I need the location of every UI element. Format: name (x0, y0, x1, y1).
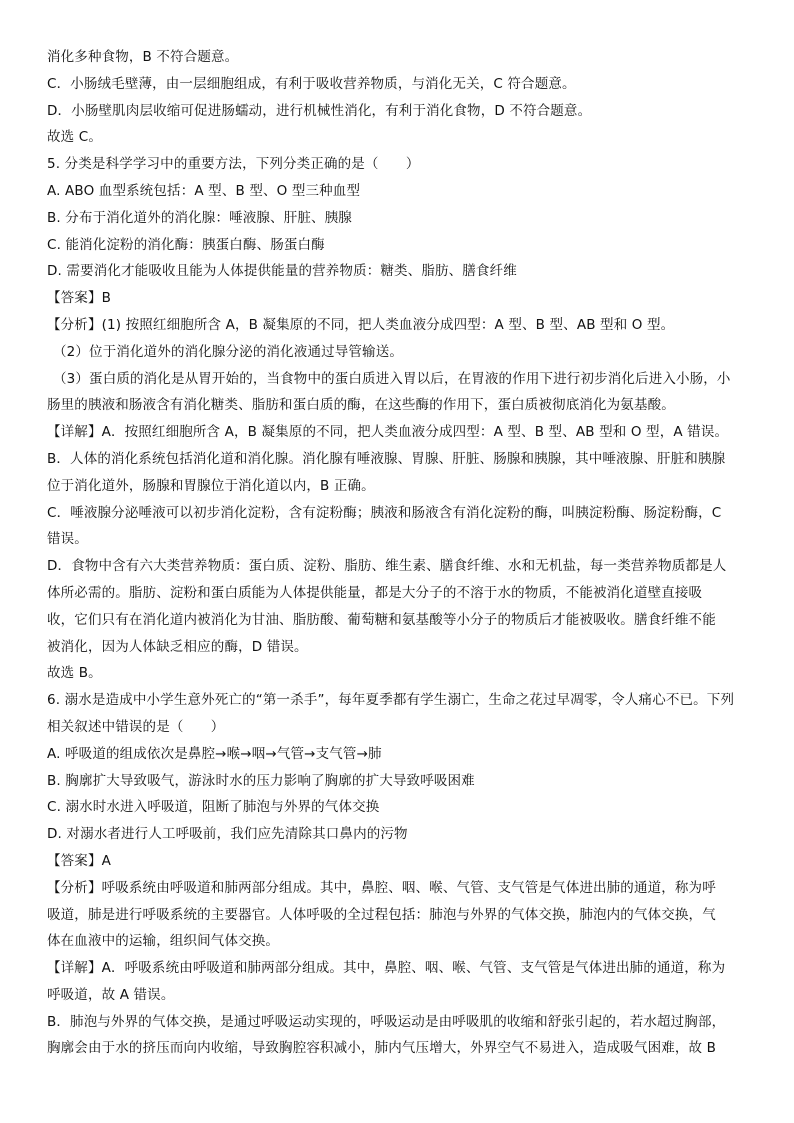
text-line: 消化多种食物，B 不符合题意。 (47, 49, 239, 65)
question-5-explanation: 被消化，因为人体缺乏相应的酶，D 错误。 (47, 638, 308, 655)
question-6-option-b: B. 胸廓扩大导致吸气，游泳时水的压力影响了胸廓的扩大导致呼吸困难 (47, 772, 475, 789)
question-6-explanation: 【详解】A．呼吸系统由呼吸道和肺两部分组成。其中，鼻腔、咽、喉、气管、支气管是气体进出肺的通道，称为 (47, 960, 726, 977)
question-6-explanation: 胸廓会由于水的挤压而向内收缩，导致胸腔容积减小，肺内气压增大，外界空气不易进入，造成吸气困难，故 B (47, 1040, 717, 1057)
question-5-option-a: A. ABO 血型系统包括：A 型、B 型、O 型三种血型 (47, 182, 361, 199)
question-6-option-a: A. 呼吸道的组成依次是鼻腔→喉→咽→气管→支气管→肺 (47, 745, 382, 762)
conclusion-line: 故选 B。 (47, 665, 102, 682)
question-5-option-d: D. 需要消化才能吸收且能为人体提供能量的营养物质：糖类、脂肪、膳食纤维 (47, 263, 517, 280)
question-6-option-d: D. 对溺水者进行人工呼吸前，我们应先清除其口鼻内的污物 (47, 826, 408, 843)
question-5-explanation: 体所必需的。脂肪、淀粉和蛋白质能为人体提供能量，都是大分子的不溶于水的物质，不能被消化道壁直接吸 (47, 584, 703, 601)
question-5-stem: 5. 分类是科学学习中的重要方法，下列分类正确的是（ ） (47, 156, 420, 173)
question-5-explanation: D．食物中含有六大类营养物质：蛋白质、淀粉、脂肪、维生素、膳食纤维、水和无机盐，每一类营养物质都是人 (47, 558, 727, 575)
question-6-option-c: C. 溺水时水进入呼吸道，阻断了肺泡与外界的气体交换 (47, 799, 380, 816)
question-6-answer: 【答案】A (47, 852, 111, 869)
question-6-stem: 相关叙述中错误的是（ ） (47, 718, 225, 735)
conclusion-line: 故选 C。 (47, 129, 102, 146)
option-line: D．小肠壁肌肉层收缩可促进肠蠕动，进行机械性消化，有利于消化食物，D 不符合题意。 (47, 102, 592, 119)
question-5-option-b: B. 分布于消化道外的消化腺：唾液腺、肝脏、胰腺 (47, 209, 352, 226)
question-5-explanation: 【详解】A．按照红细胞所含 A，B 凝集原的不同，把人类血液分成四型：A 型、B 型、AB 型和 O 型，A 错误。 (47, 424, 729, 441)
question-5-option-c: C. 能消化淀粉的消化酶：胰蛋白酶、肠蛋白酶 (47, 236, 325, 253)
question-6-analysis: 体在血液中的运输，组织间气体交换。 (47, 933, 280, 950)
question-5-analysis: 【分析】(1) 按照红细胞所含 A，B 凝集原的不同，把人类血液分成四型：A 型、B 型、AB 型和 O 型。 (47, 316, 675, 333)
question-5-analysis: 肠里的胰液和肠液含有消化糖类、脂肪和蛋白质的酶，在这些酶的作用下，蛋白质被彻底消化为氨基酸。 (47, 397, 675, 414)
question-5-explanation: C．唾液腺分泌唾液可以初步消化淀粉，含有淀粉酶；胰液和肠液含有消化淀粉的酶，叫胰淀粉酶、肠淀粉酶，C (47, 504, 722, 521)
document-page (47, 44, 747, 1062)
question-5-explanation: 错误。 (47, 531, 88, 548)
question-6-explanation: 呼吸道，故 A 错误。 (47, 986, 175, 1003)
question-5-analysis: （2）位于消化道外的消化腺分泌的消化液通过导管输送。 (53, 343, 403, 360)
question-6-analysis: 吸道，肺是进行呼吸系统的主要器官。人体呼吸的全过程包括：肺泡与外界的气体交换，肺泡内的气体交换，气 (47, 906, 716, 923)
question-5-answer: 【答案】B (47, 290, 112, 307)
question-5-analysis: （3）蛋白质的消化是从胃开始的，当食物中的蛋白质进入胃以后，在胃液的作用下进行初步消化后进入小肠，小 (53, 370, 731, 387)
question-5-explanation: 收，它们只有在消化道内被消化为甘油、脂肪酸、葡萄糖和氨基酸等小分子的物质后才能被吸收。膳食纤维不能 (47, 611, 716, 628)
question-5-explanation: 位于消化道外，肠腺和胃腺位于消化道以内，B 正确。 (47, 477, 375, 494)
question-6-stem: 6. 溺水是造成中小学生意外死亡的“第一杀手”，每年夏季都有学生溺亡，生命之花过早凋零，令人痛心不已。下列 (47, 692, 735, 709)
question-6-analysis: 【分析】呼吸系统由呼吸道和肺两部分组成。其中，鼻腔、咽、喉、气管、支气管是气体进出肺的通道，称为呼 (47, 879, 716, 896)
question-6-explanation: B．肺泡与外界的气体交换，是通过呼吸运动实现的，呼吸运动是由呼吸肌的收缩和舒张引起的，若水超过胸部， (47, 1013, 726, 1030)
question-5-explanation: B．人体的消化系统包括消化道和消化腺。消化腺有唾液腺、胃腺、肝脏、肠腺和胰腺，其中唾液腺、肝脏和胰腺 (47, 450, 726, 467)
option-line: C．小肠绒毛壁薄，由一层细胞组成，有利于吸收营养物质，与消化无关，C 符合题意。 (47, 75, 576, 92)
